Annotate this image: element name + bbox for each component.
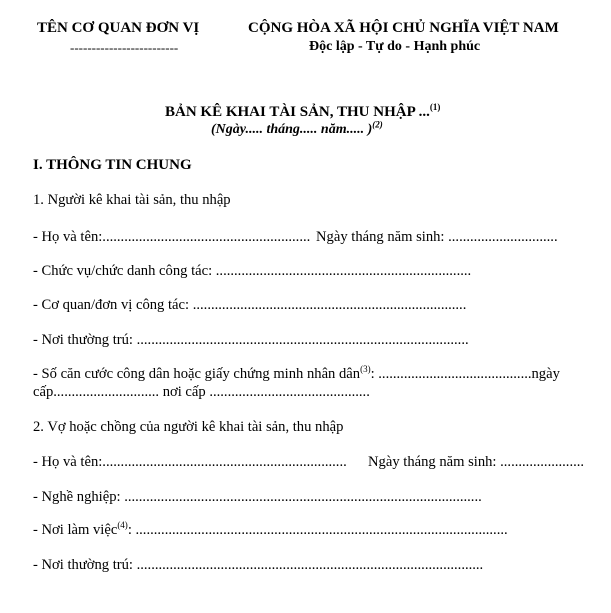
declarant-agency-line: - Cơ quan/đơn vị công tác: ...........................................................................: [33, 297, 467, 313]
spouse-name-line: - Họ và tên:...................................................................: [33, 454, 347, 470]
document-title-text: BẢN KÊ KHAI TÀI SẢN, THU NHẬP ...: [165, 104, 430, 120]
declarant-id-dots: : ..........................................ngày: [370, 366, 560, 382]
spouse-workplace-dots: : ......................................................................................................: [127, 522, 508, 538]
spouse-job-line: - Nghề nghiệp: ..................................................................................................: [33, 489, 482, 505]
declarant-id-line: [33, 366, 560, 383]
spouse-residence-line: - Nơi thường trú: ...............................................................................................: [33, 557, 484, 573]
declarant-birthdate-line: Ngày tháng năm sinh: ..............................: [316, 229, 558, 245]
agency-name: TÊN CƠ QUAN ĐƠN VỊ: [37, 20, 200, 36]
declarant-id-issue-line: cấp............................. nơi cấp ............................................: [33, 384, 370, 400]
spouse-workplace-label: - Nơi làm việc: [33, 522, 118, 538]
declarant-id-label: - Số căn cước công dân hoặc giấy chứng minh nhân dân: [33, 366, 361, 382]
workplace-footnote: (4): [117, 520, 128, 531]
date-footnote: (2): [372, 119, 383, 130]
spouse-workplace-line: [33, 522, 508, 539]
country-name: CỘNG HÒA XÃ HỘI CHỦ NGHĨA VIỆT NAM: [248, 20, 559, 36]
spouse-birthdate-line: Ngày tháng năm sinh: .......................: [368, 454, 585, 470]
declarant-heading: 1. Người kê khai tài sản, thu nhập: [33, 192, 231, 208]
date-line: [211, 119, 383, 138]
id-footnote: (3): [360, 364, 371, 375]
declarant-position-line: - Chức vụ/chức danh công tác: ......................................................................: [33, 263, 472, 279]
date-line-text: (Ngày..... tháng..... năm..... ): [211, 122, 373, 137]
declarant-residence-line: - Nơi thường trú: ...........................................................................................: [33, 332, 469, 348]
title-footnote: (1): [429, 102, 441, 112]
spouse-heading: 2. Vợ hoặc chồng của người kê khai tài sản, thu nhập: [33, 419, 344, 435]
motto: Độc lập - Tự do - Hạnh phúc: [309, 39, 481, 54]
declarant-name-line: - Họ và tên:.........................................................: [33, 229, 311, 245]
document-title: [165, 104, 440, 121]
agency-underline: -------------------------: [70, 40, 179, 55]
section-heading: I. THÔNG TIN CHUNG: [33, 157, 192, 173]
